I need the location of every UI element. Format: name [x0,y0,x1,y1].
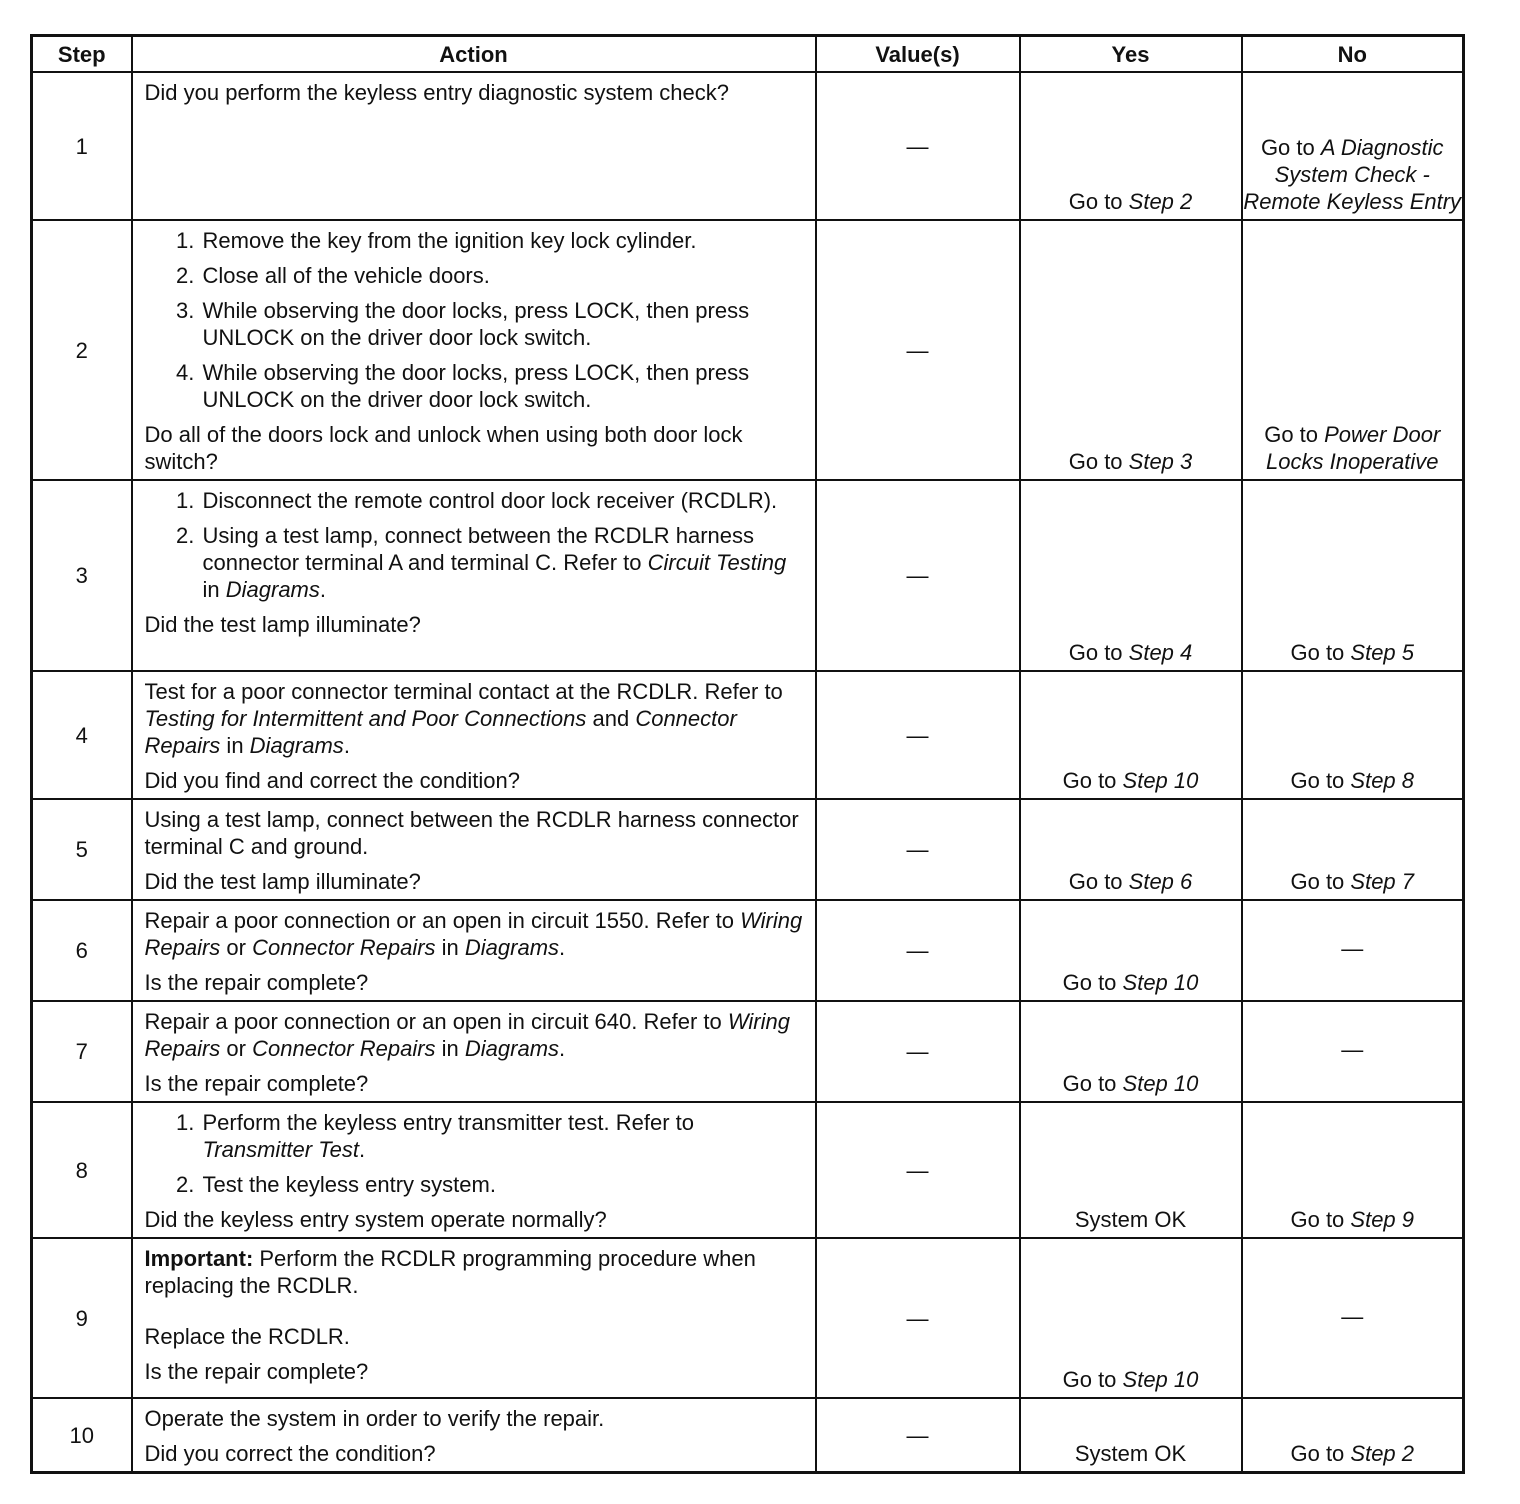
no-goto-prefix: Go to [1260,135,1321,160]
yes-goto-prefix: Go to [1068,189,1129,214]
table-body [32,72,1464,1473]
action-step-item: 1. Remove the key from the ignition key lock cylinder. [201,227,805,254]
no-result: — [1341,1037,1364,1062]
no-cell [1242,671,1464,799]
no-cell [1242,480,1464,671]
table-row [32,799,1464,900]
yes-goto-target: Step 10 [1122,1367,1199,1392]
step-number: 2 [32,220,132,480]
yes-cell [1020,900,1242,1001]
value-cell: — [816,1102,1020,1238]
step-number: 4 [32,671,132,799]
action-question: Did you find and correct the condition? [144,768,520,793]
no-goto-prefix: Go to [1290,1207,1351,1232]
action-text: Test for a poor connector terminal contact at the RCDLR. Refer to Testing for Intermittent and Poor Connections and Connector Repairs in Diagrams. [144,679,783,758]
action-cell [132,1102,816,1238]
yes-goto-prefix: Go to [1062,768,1123,793]
no-goto-target: Step 7 [1350,869,1415,894]
no-goto-target: Power Door Locks Inoperative [1266,422,1441,474]
step-number: 6 [32,900,132,1001]
yes-cell [1020,220,1242,480]
value-cell: — [816,900,1020,1001]
action-question: Did you perform the keyless entry diagnostic system check? [144,80,729,105]
no-cell [1242,1102,1464,1238]
action-text: Operate the system in order to verify the repair. [144,1406,605,1431]
action-steps-list [145,1109,805,1198]
no-goto-target: Step 2 [1350,1441,1415,1466]
action-cell [132,220,816,480]
no-cell [1242,799,1464,900]
header-row [32,36,1464,73]
action-step-item: 2. Test the keyless entry system. [201,1171,805,1198]
yes-goto-target: Step 10 [1122,768,1199,793]
action-text: Repair a poor connection or an open in circuit 640. Refer to Wiring Repairs or Connector Repairs in Diagrams. [144,1009,790,1061]
action-step-item: 1. Disconnect the remote control door lock receiver (RCDLR). [201,487,805,514]
table-row [32,72,1464,220]
yes-goto-prefix: Go to [1068,640,1129,665]
action-cell [132,900,816,1001]
table-row [32,480,1464,671]
table-row [32,671,1464,799]
action-cell [132,1398,816,1473]
header-no: No [1242,36,1464,73]
no-cell [1242,72,1464,220]
action-question: Did the test lamp illuminate? [144,869,421,894]
action-text: Using a test lamp, connect between the RCDLR harness connector terminal C and ground. [144,807,799,859]
yes-goto-target: Step 10 [1122,970,1199,995]
yes-cell [1020,480,1242,671]
yes-result: System OK [1074,1441,1187,1466]
action-step-item: 3. While observing the door locks, press LOCK, then press UNLOCK on the driver door lock switch. [201,297,805,351]
table-row [32,1102,1464,1238]
no-cell [1242,900,1464,1001]
yes-goto-prefix: Go to [1062,1367,1123,1392]
step-number: 9 [32,1238,132,1398]
no-goto-prefix: Go to [1264,422,1325,447]
value-cell: — [816,1001,1020,1102]
table-row [32,1001,1464,1102]
action-text: Repair a poor connection or an open in circuit 1550. Refer to Wiring Repairs or Connector Repairs in Diagrams. [144,908,803,960]
no-goto-prefix: Go to [1290,1441,1351,1466]
action-cell [132,799,816,900]
header-action: Action [132,36,816,73]
action-step-item: 4. While observing the door locks, press LOCK, then press UNLOCK on the driver door lock switch. [201,359,805,413]
yes-cell [1020,72,1242,220]
no-cell [1242,1398,1464,1473]
action-question: Is the repair complete? [144,970,369,995]
action-steps-list [145,487,805,603]
yes-result: System OK [1074,1207,1187,1232]
no-goto-target: Step 8 [1350,768,1415,793]
yes-goto-target: Step 2 [1128,189,1193,214]
action-cell [132,1238,816,1398]
header-yes: Yes [1020,36,1242,73]
yes-cell [1020,671,1242,799]
step-number: 1 [32,72,132,220]
action-question: Did you correct the condition? [144,1441,436,1466]
action-text: Important: Perform the RCDLR programming procedure when replacing the RCDLR. [144,1246,756,1298]
no-goto-target: Step 9 [1350,1207,1415,1232]
action-text: Replace the RCDLR. [144,1324,350,1349]
yes-goto-prefix: Go to [1068,869,1129,894]
table-row [32,1398,1464,1473]
no-goto-target: Step 5 [1350,640,1415,665]
yes-cell [1020,1102,1242,1238]
table-row [32,1238,1464,1398]
no-result: — [1341,1303,1364,1329]
yes-goto-target: Step 6 [1128,869,1193,894]
no-cell [1242,220,1464,480]
value-cell: — [816,1398,1020,1473]
yes-goto-target: Step 4 [1128,640,1193,665]
action-question: Do all of the doors lock and unlock when using both door lock switch? [144,422,743,474]
value-cell: — [816,480,1020,671]
action-question: Did the keyless entry system operate normally? [144,1207,607,1232]
no-goto-prefix: Go to [1290,869,1351,894]
step-number: 3 [32,480,132,671]
yes-goto-target: Step 10 [1122,1071,1199,1096]
no-result: — [1341,936,1364,961]
no-goto-target: A Diagnostic System Check - Remote Keyless Entry [1243,135,1462,214]
table-row [32,220,1464,480]
value-cell: — [816,220,1020,480]
action-question: Is the repair complete? [144,1071,369,1096]
value-cell: — [816,1238,1020,1398]
step-number: 5 [32,799,132,900]
yes-cell [1020,1001,1242,1102]
no-goto-prefix: Go to [1290,768,1351,793]
action-step-item: 2. Using a test lamp, connect between the RCDLR harness connector terminal A and terminal C. Refer to Circuit Testing in Diagrams. [201,522,805,603]
header-values: Value(s) [816,36,1020,73]
value-cell: — [816,72,1020,220]
action-step-item: 1. Perform the keyless entry transmitter test. Refer to Transmitter Test. [201,1109,805,1163]
important-label: Important: [144,1246,254,1271]
yes-cell [1020,799,1242,900]
step-number: 7 [32,1001,132,1102]
yes-goto-target: Step 3 [1128,449,1193,474]
value-cell: — [816,799,1020,900]
yes-cell [1020,1238,1242,1398]
action-cell [132,671,816,799]
no-goto-prefix: Go to [1290,640,1351,665]
action-question: Is the repair complete? [144,1359,369,1384]
step-number: 10 [32,1398,132,1473]
table-row [32,900,1464,1001]
action-step-item: 2. Close all of the vehicle doors. [201,262,805,289]
action-cell [132,72,816,220]
action-question: Did the test lamp illuminate? [144,612,421,637]
yes-goto-prefix: Go to [1062,970,1123,995]
yes-goto-prefix: Go to [1062,1071,1123,1096]
value-cell: — [816,671,1020,799]
diagnostic-table [30,34,1465,1474]
yes-goto-prefix: Go to [1068,449,1129,474]
action-steps-list [145,227,805,413]
header-step: Step [32,36,132,73]
yes-cell [1020,1398,1242,1473]
action-cell [132,480,816,671]
no-cell [1242,1238,1464,1398]
step-number: 8 [32,1102,132,1238]
no-cell [1242,1001,1464,1102]
action-cell [132,1001,816,1102]
